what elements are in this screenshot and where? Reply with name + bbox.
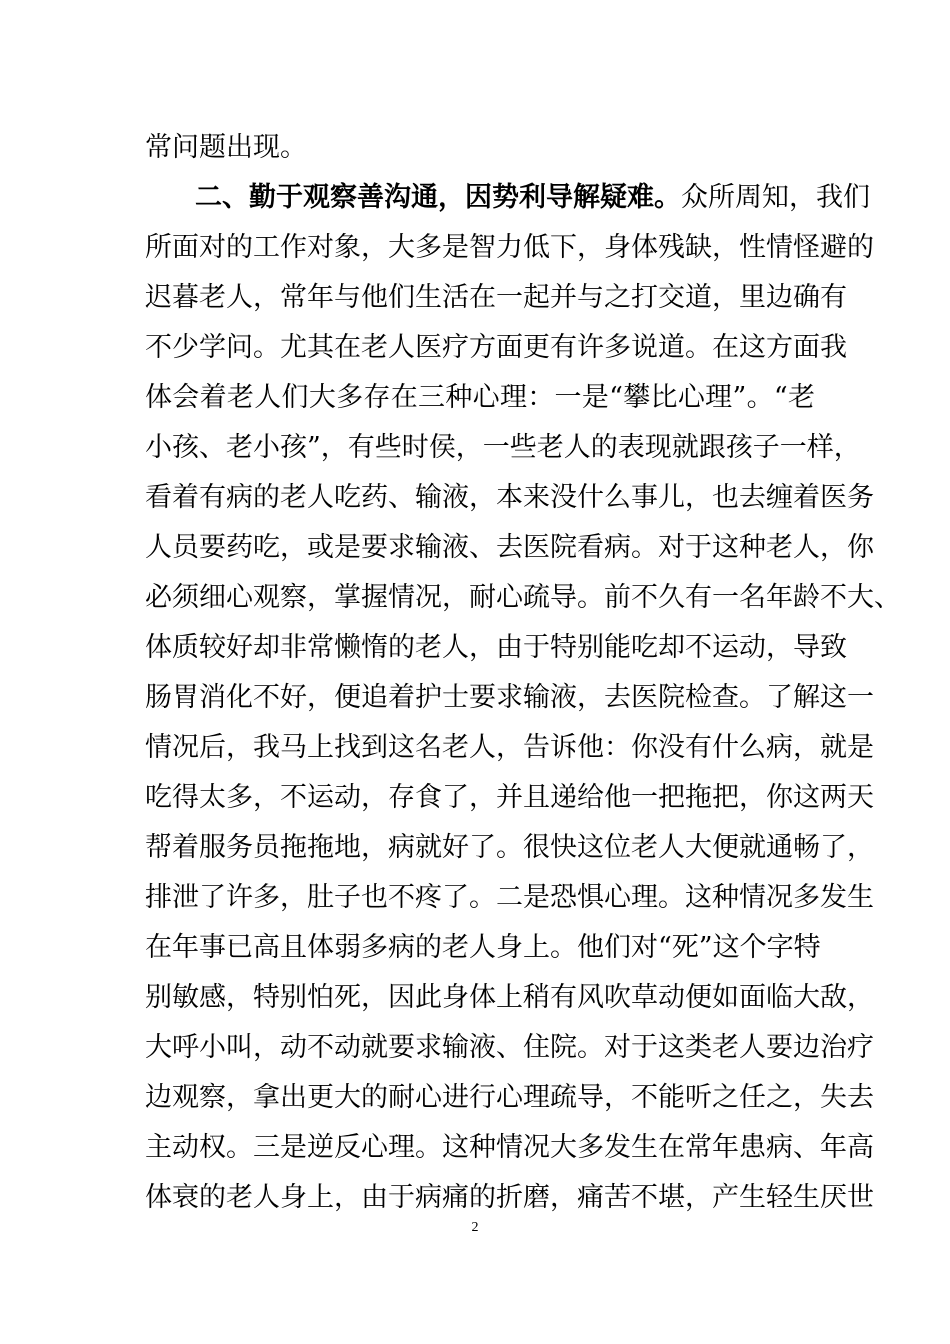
paragraph-line: 边观察，拿出更大的耐心进行心理疏导，不能听之任之，失去	[145, 1082, 874, 1113]
paragraph-line: 排泄了许多，肚子也不疼了。二是恐惧心理。这种情况多发生	[145, 882, 874, 913]
paragraph-line: 体会着老人们大多存在三种心理：一是“攀比心理”。“老	[145, 382, 815, 413]
paragraph-line: 别敏感，特别怕死，因此身体上稍有风吹草动便如面临大敌，	[145, 982, 874, 1013]
paragraph-line: 帮着服务员拖拖地，病就好了。很快这位老人大便就通畅了，	[145, 832, 874, 863]
paragraph-line: 在年事已高且体弱多病的老人身上。他们对“死”这个字特	[145, 932, 821, 963]
paragraph-line: 常问题出现。	[145, 132, 307, 163]
paragraph-line: 肠胃消化不好，便追着护士要求输液，去医院检查。了解这一	[145, 682, 874, 713]
paragraph-line: 情况后，我马上找到这名老人，告诉他：你没有什么病，就是	[145, 732, 874, 763]
paragraph-line: 小孩、老小孩”，有些时侯，一些老人的表现就跟孩子一样，	[145, 432, 861, 463]
paragraph-line: 吃得太多，不运动，存食了，并且递给他一把拖把，你这两天	[145, 782, 874, 813]
page-number: 2	[471, 1220, 479, 1235]
paragraph-line: 体衰的老人身上，由于病痛的折磨，痛苦不堪，产生轻生厌世	[145, 1182, 874, 1213]
paragraph-line: 迟暮老人，常年与他们生活在一起并与之打交道，里边确有	[145, 282, 847, 313]
paragraph-line: 看着有病的老人吃药、输液，本来没什么事儿，也去缠着医务	[145, 482, 874, 513]
paragraph-line: 人员要药吃，或是要求输液、去医院看病。对于这种老人，你	[145, 532, 874, 563]
paragraph-line: 体质较好却非常懒惰的老人，由于特别能吃却不运动，导致	[145, 632, 847, 663]
paragraph-line: 二、勤于观察善沟通，因势利导解疑难。众所周知，我们	[195, 182, 870, 213]
paragraph-line: 不少学问。尤其在老人医疗方面更有许多说道。在这方面我	[145, 332, 847, 363]
paragraph-line: 大呼小叫，动不动就要求输液、住院。对于这类老人要边治疗	[145, 1032, 874, 1063]
section-heading: 二、勤于观察善沟通，因势利导解疑难。	[195, 182, 681, 213]
paragraph-line: 所面对的工作对象，大多是智力低下，身体残缺，性情怪避的	[145, 232, 874, 263]
paragraph-line: 必须细心观察，掌握情况，耐心疏导。前不久有一名年龄不大、	[145, 582, 901, 613]
paragraph-line: 主动权。三是逆反心理。这种情况大多发生在常年患病、年高	[145, 1132, 874, 1163]
